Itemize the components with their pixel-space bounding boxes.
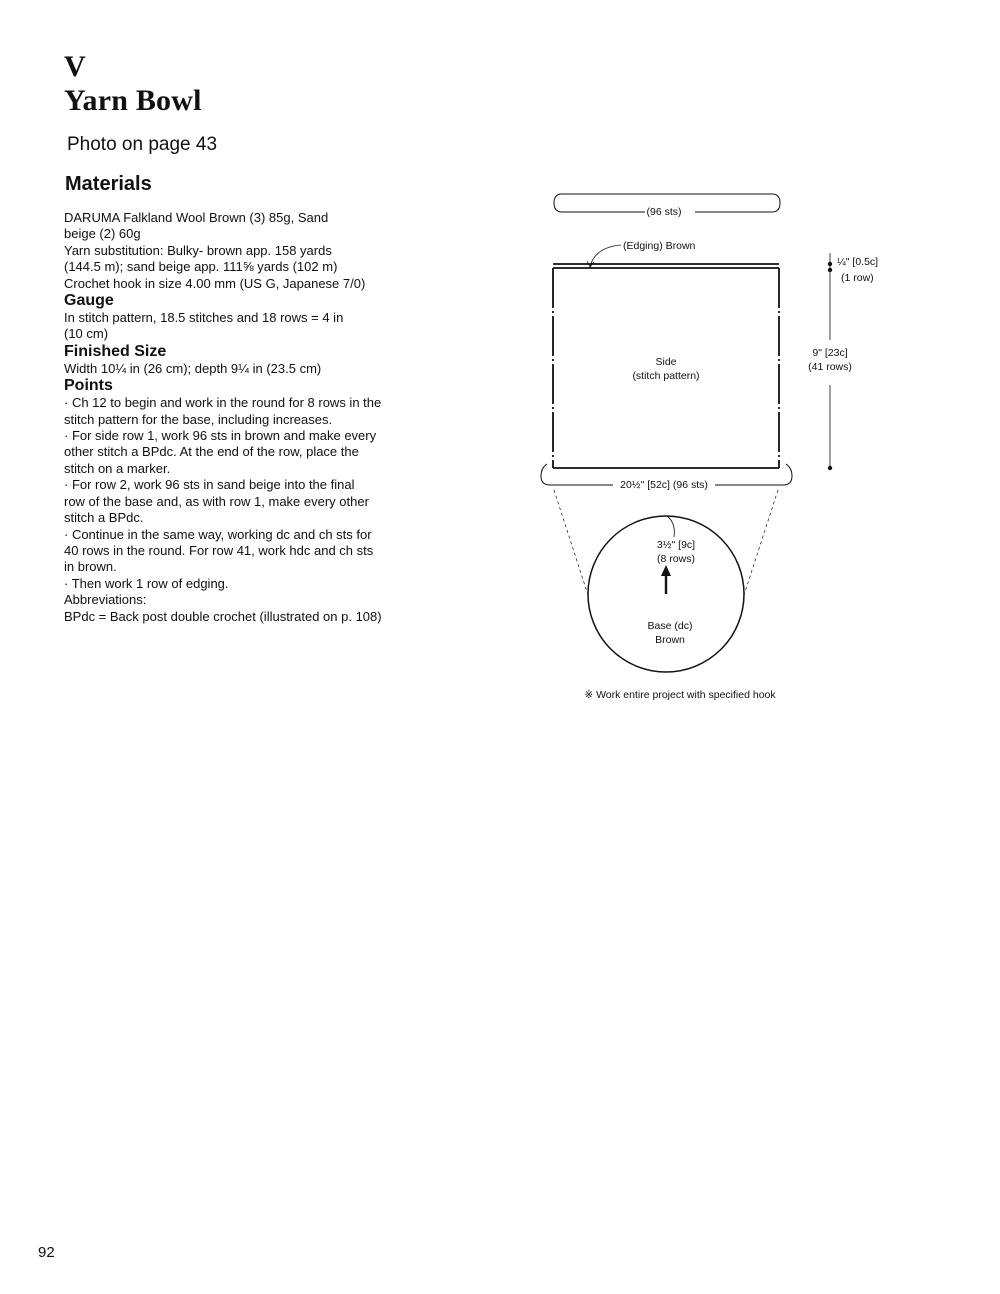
side-label: Side [655,356,677,368]
points-line: in brown. [64,559,117,575]
pattern-letter: V [64,50,86,83]
points-line: row of the base and, as with row 1, make every other [64,493,369,509]
materials-line: Yarn substitution: Bulky- brown app. 158 yards [64,242,332,258]
base-label: Base (dc) [647,620,693,632]
points-line: · Then work 1 row of edging. [64,575,229,591]
points-list [64,395,404,625]
radius-leader [667,516,674,537]
points-line: Abbreviations: [64,592,147,608]
edging-rows: (1 row) [841,272,874,284]
photo-reference: Photo on page 43 [67,134,218,155]
finished-size-heading: Finished Size [64,342,167,360]
base-rows: (8 rows) [657,553,695,565]
materials-heading: Materials [65,173,152,195]
edging-height: ¼" [0.5c] [837,256,879,268]
gauge-text [64,310,404,343]
connector-right [744,490,778,595]
points-line: stitch pattern for the base, including increases. [64,411,333,427]
yarn-bowl-diagram [530,185,890,715]
finished-size-line: Width 10¼ in (26 cm); depth 9¼ in (23.5 cm) [64,360,322,376]
points-line: BPdc = Back post double crochet (illustrated on p. 108) [64,608,382,624]
bottom-width: 20½" [52c] (96 sts) [620,479,708,491]
gauge-line: (10 cm) [64,326,109,342]
gauge-heading: Gauge [64,292,114,310]
page-title: Yarn Bowl [64,84,202,117]
page-number: 92 [38,1244,55,1261]
materials-line: DARUMA Falkland Wool Brown (3) 85g, Sand [64,210,329,225]
points-line: stitch on a marker. [64,460,171,476]
arrow-up-icon [661,565,671,576]
top-stitch-count: (96 sts) [646,206,682,218]
points-line: stitch a BPdc. [64,510,144,526]
connector-left [554,490,588,595]
base-color: Brown [655,634,685,646]
side-dimension-dot [828,466,832,470]
points-heading: Points [64,377,113,395]
points-line: · Ch 12 to begin and work in the round for 8 rows in the [64,395,382,411]
materials-line: Crochet hook in size 4.00 mm (US G, Japanese 7/0) [64,275,366,291]
edging-leader [590,245,621,266]
side-sublabel: (stitch pattern) [632,370,700,382]
points-line: other stitch a BPdc. At the end of the row, place the [64,444,359,460]
points-line: · For row 2, work 96 sts in sand beige into the final [64,477,355,493]
side-height: 9" [23c] [812,347,848,359]
hook-note: ※ Work entire project with specified hook [584,689,776,701]
base-radius: 3½" [9c] [656,539,696,551]
side-rows: (41 rows) [808,361,852,373]
points-line: · For side row 1, work 96 sts in brown and make every [64,428,377,444]
points-line: · Continue in the same way, working dc and ch sts for [64,526,372,542]
edging-label: (Edging) Brown [623,240,696,252]
materials-line: beige (2) 60g [64,226,141,242]
edging-dimension-dot [828,268,832,272]
finished-size-text [64,361,404,377]
points-line: 40 rows in the round. For row 41, work hdc and ch sts [64,542,374,558]
materials-list [64,210,404,292]
edging-dimension-dot [828,262,832,266]
materials-line: (144.5 m); sand beige app. 111⅝ yards (102 m) [64,259,338,275]
gauge-line: In stitch pattern, 18.5 stitches and 18 rows = 4 in [64,310,344,326]
instructions-column [64,172,404,625]
